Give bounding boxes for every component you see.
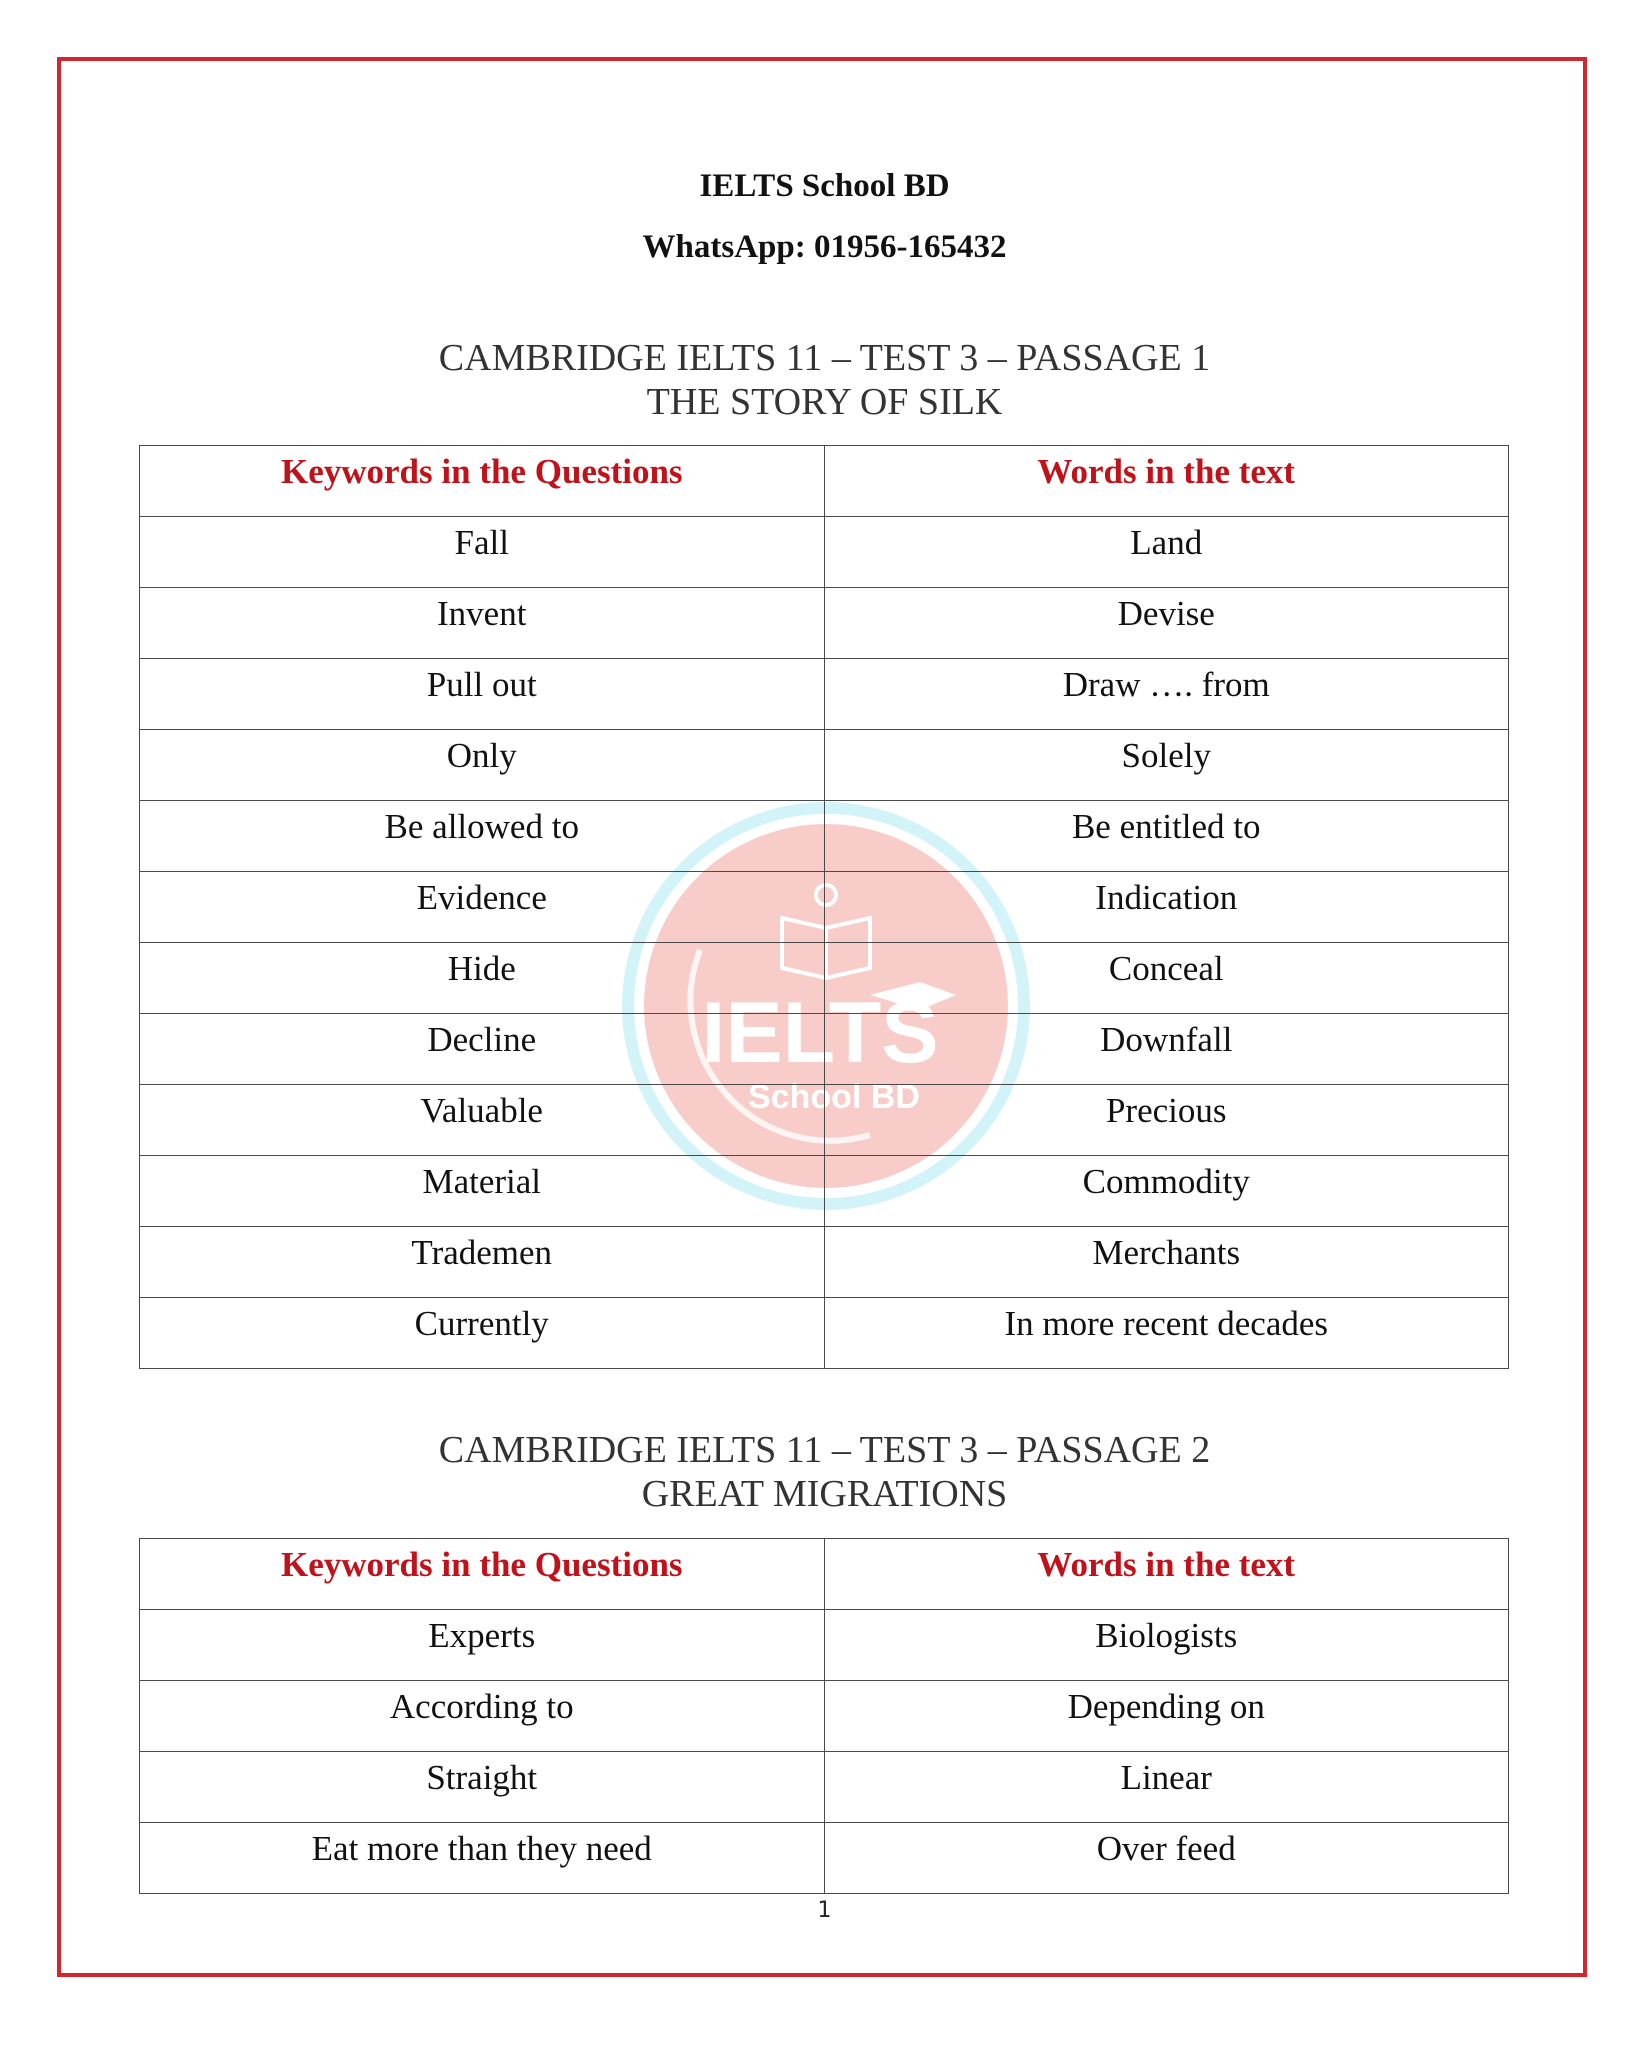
- text-word: Conceal: [824, 943, 1509, 1014]
- table-row: [140, 1014, 1509, 1085]
- text-word: Downfall: [824, 1014, 1509, 1085]
- page-number: 1: [817, 1898, 832, 1923]
- question-keyword: Trademen: [140, 1227, 825, 1298]
- text-word: Precious: [824, 1085, 1509, 1156]
- passage1-title: CAMBRIDGE IELTS 11 – TEST 3 – PASSAGE 1: [438, 337, 1211, 379]
- question-keyword: Decline: [140, 1014, 825, 1085]
- question-keyword: Hide: [140, 943, 825, 1014]
- question-keyword: Currently: [140, 1298, 825, 1369]
- question-keyword: Material: [140, 1156, 825, 1227]
- table-row: [140, 1298, 1509, 1369]
- text-word: Draw …. from: [824, 659, 1509, 730]
- table-row: [140, 1610, 1509, 1681]
- question-keyword: According to: [140, 1681, 825, 1752]
- text-word: Biologists: [824, 1610, 1509, 1681]
- table-row: [140, 1823, 1509, 1894]
- text-word: Indication: [824, 872, 1509, 943]
- question-keyword: Evidence: [140, 872, 825, 943]
- table-row: [140, 801, 1509, 872]
- question-keyword: Experts: [140, 1610, 825, 1681]
- text-word: Commodity: [824, 1156, 1509, 1227]
- text-word: In more recent decades: [824, 1298, 1509, 1369]
- column-header-questions: Keywords in the Questions: [140, 446, 825, 517]
- text-word: Devise: [824, 588, 1509, 659]
- table-row: [140, 1681, 1509, 1752]
- question-keyword: Eat more than they need: [140, 1823, 825, 1894]
- question-keyword: Be allowed to: [140, 801, 825, 872]
- column-header-text: Words in the text: [824, 1539, 1509, 1610]
- table-row: [140, 1156, 1509, 1227]
- watermark-logo-sub: School BD: [748, 1078, 920, 1116]
- question-keyword: Valuable: [140, 1085, 825, 1156]
- table-row: [140, 659, 1509, 730]
- whatsapp-contact: WhatsApp: 01956-165432: [642, 229, 1007, 265]
- question-keyword: Straight: [140, 1752, 825, 1823]
- text-word: Be entitled to: [824, 801, 1509, 872]
- column-header-text: Words in the text: [824, 446, 1509, 517]
- question-keyword: Invent: [140, 588, 825, 659]
- question-keyword: Only: [140, 730, 825, 801]
- text-word: Depending on: [824, 1681, 1509, 1752]
- text-word: Over feed: [824, 1823, 1509, 1894]
- text-word: Land: [824, 517, 1509, 588]
- table-row: [140, 1085, 1509, 1156]
- passage1-subtitle: THE STORY OF SILK: [646, 381, 1003, 423]
- table-row: [140, 588, 1509, 659]
- table-row: [140, 1227, 1509, 1298]
- table-row: [140, 872, 1509, 943]
- passage2-keyword-table: [139, 1538, 1509, 1894]
- column-header-questions: Keywords in the Questions: [140, 1539, 825, 1610]
- table-header-row: [140, 446, 1509, 517]
- table-row: [140, 1752, 1509, 1823]
- table-row: [140, 517, 1509, 588]
- organization-name: IELTS School BD: [699, 168, 950, 204]
- question-keyword: Fall: [140, 517, 825, 588]
- watermark-logo-main: IELTS: [701, 985, 939, 1081]
- passage2-subtitle: GREAT MIGRATIONS: [641, 1473, 1008, 1515]
- table-header-row: [140, 1539, 1509, 1610]
- question-keyword: Pull out: [140, 659, 825, 730]
- text-word: Merchants: [824, 1227, 1509, 1298]
- table-row: [140, 943, 1509, 1014]
- text-word: Solely: [824, 730, 1509, 801]
- passage2-title: CAMBRIDGE IELTS 11 – TEST 3 – PASSAGE 2: [438, 1429, 1211, 1471]
- text-word: Linear: [824, 1752, 1509, 1823]
- table-row: [140, 730, 1509, 801]
- passage1-keyword-table: [139, 445, 1509, 1369]
